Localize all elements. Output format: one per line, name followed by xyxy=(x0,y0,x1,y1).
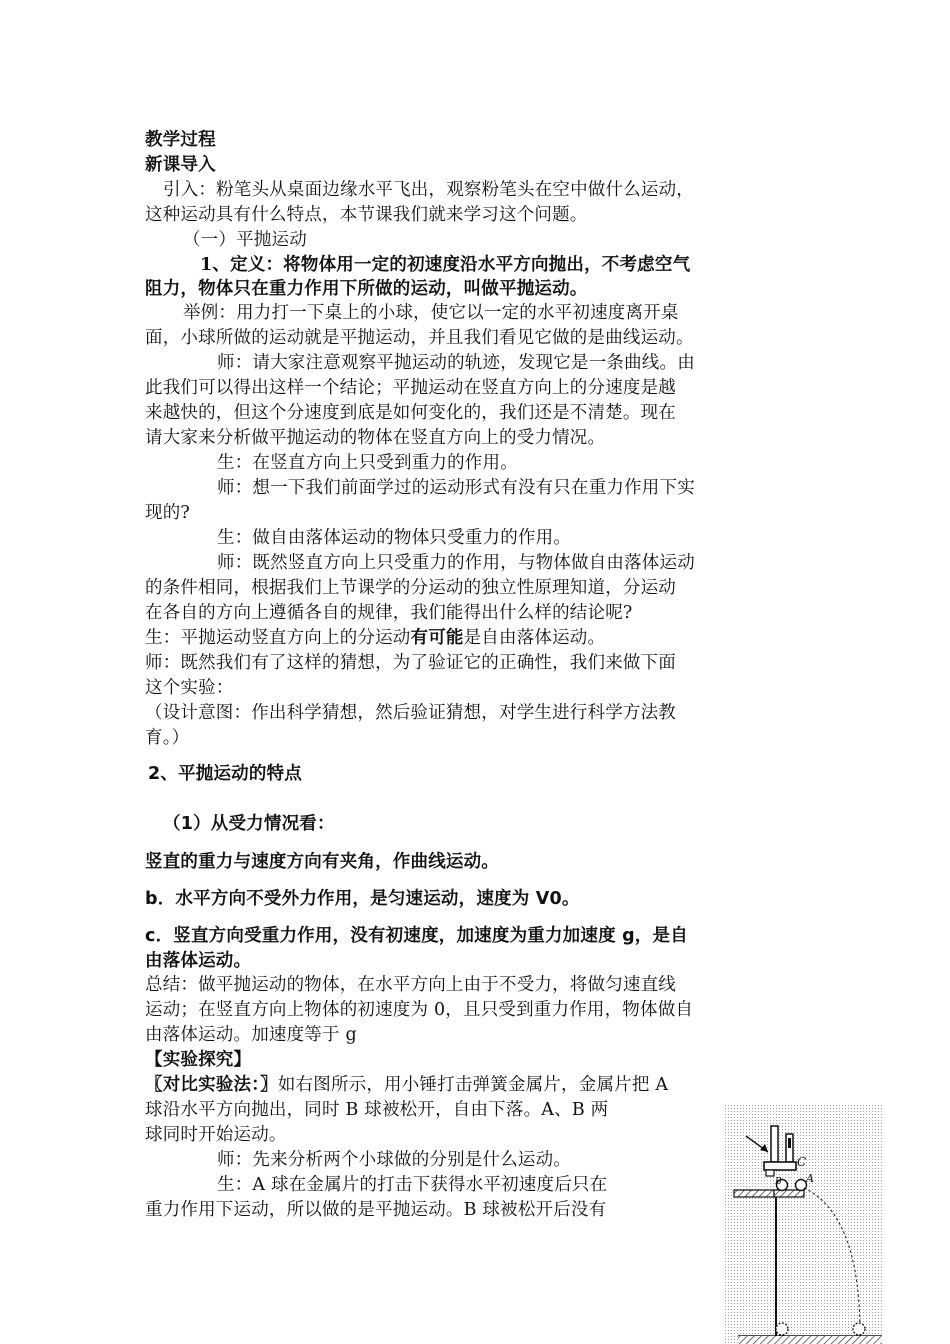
design-line-2: 育。） xyxy=(145,728,190,748)
left-support-bracket xyxy=(734,1190,774,1197)
experiment-intro xyxy=(145,1073,668,1098)
teacher-5: 师：先来分析两个小球做的分别是什么运动。 xyxy=(217,1150,571,1170)
section-1-title: （一）平抛运动 xyxy=(183,230,307,250)
summary-line-1: 总结：做平抛运动的物体，在水平方向上由于不受力，将做匀速直线 xyxy=(145,975,676,995)
teacher-1-line-2: 此我们可以得出这样一个结论；平抛运动在竖直方向上的分速度是越 xyxy=(145,378,676,398)
summary-line-3: 由落体运动。加速度等于 g xyxy=(145,1025,357,1045)
student-3-emphasis: 有可能 xyxy=(410,628,464,648)
experiment-apparatus-figure xyxy=(724,1104,882,1344)
summary-line-2: 运动；在竖直方向上物体的初速度为 0，且只受到重力作用，物体做自 xyxy=(145,1000,694,1020)
teacher-3-line-2: 的条件相同，根据我们上节课学的分运动的独立性原理知道，分运动 xyxy=(145,578,676,598)
teacher-2-line-2: 现的? xyxy=(145,503,190,523)
teacher-1-line-4: 请大家来分析做平抛运动的物体在竖直方向上的受力情况。 xyxy=(145,428,606,448)
teacher-1-line-3: 来越快的，但这个分速度到底是如何变化的，我们还是不清楚。现在 xyxy=(145,403,676,423)
subheading: 新课导入 xyxy=(145,155,216,175)
experiment-intro-text: 如右图所示，用小锤打击弹簧金属片，金属片把 A xyxy=(277,1075,669,1095)
definition-line-2: 阻力，物体只在重力作用下所做的运动，叫做平抛运动。 xyxy=(145,279,588,299)
design-line-1: （设计意图：作出科学猜想，然后验证猜想，对学生进行科学方法教 xyxy=(145,703,676,723)
experiment-method-label: 〖对比实验法：〗 xyxy=(145,1075,278,1095)
dotted-background xyxy=(724,1104,882,1344)
example-line-2: 面，小球所做的运动就是平抛运动，并且我们看见它做的是曲线运动。 xyxy=(145,328,694,348)
clamp-block xyxy=(766,1170,774,1176)
teacher-3-line-3: 在各自的方向上遵循各自的规律，我们能得出什么样的结论呢? xyxy=(145,603,633,623)
teacher-4-line-2: 这个实验： xyxy=(145,678,234,698)
example-line-1: 举例：用力打一下桌上的小球，使它以一定的水平初速度离开桌 xyxy=(183,303,679,323)
student-4-line-2: 重力作用下运动，所以做的是平抛运动。B 球被松开后没有 xyxy=(145,1200,607,1220)
student-1: 生：在竖直方向上只受到重力的作用。 xyxy=(217,453,518,473)
experiment-line-3: 球同时开始运动。 xyxy=(145,1125,287,1145)
right-support-bracket xyxy=(774,1190,804,1197)
teacher-4-line-1: 师：既然我们有了这样的猜想，为了验证它的正确性，我们来做下面 xyxy=(145,653,676,673)
experiment-heading: 【实验探究】 xyxy=(145,1050,252,1070)
section-2-title: 2、平抛运动的特点 xyxy=(148,764,302,784)
apparatus-diagram xyxy=(724,1104,882,1344)
student-4-line-1: 生：A 球在金属片的打击下获得水平初速度后只在 xyxy=(217,1175,608,1195)
point-b: b．水平方向不受外力作用，是匀速运动，速度为 V0。 xyxy=(145,889,580,909)
teacher-1-line-1: 师：请大家注意观察平抛运动的轨迹，发现它是一条曲线。由 xyxy=(217,353,695,373)
experiment-line-2: 球沿水平方向抛出，同时 B 球被松开，自由下落。A、B 两 xyxy=(145,1100,609,1120)
teacher-3-line-1: 师：既然竖直方向上只受重力的作用，与物体做自由落体运动 xyxy=(217,553,695,573)
definition-line-1: 1、定义：将物体用一定的初速度沿水平方向抛出，不考虑空气 xyxy=(200,255,691,275)
point-a: 竖直的重力与速度方向有夹角，作曲线运动。 xyxy=(145,852,499,872)
label-a: A xyxy=(806,1172,814,1185)
student-3 xyxy=(145,626,605,651)
intro-line-2: 这种运动具有什么特点，本节课我们就来学习这个问题。 xyxy=(145,205,588,225)
ball-a-landing xyxy=(853,1323,865,1335)
heading: 教学过程 xyxy=(145,130,216,150)
hammer-handle xyxy=(771,1126,778,1162)
ground-hatching xyxy=(738,1336,882,1344)
label-c: C xyxy=(797,1155,807,1169)
teacher-2-line-1: 师：想一下我们前面学过的运动形式有没有只在重力作用下实 xyxy=(217,478,695,498)
student-2: 生：做自由落体运动的物体只受重力的作用。 xyxy=(217,528,571,548)
point-c-line-2: 由落体运动。 xyxy=(145,951,252,971)
ball-b-landing xyxy=(776,1323,788,1335)
spring-plate-marker xyxy=(788,1138,791,1148)
student-3-post: 是自由落体运动。 xyxy=(463,628,606,648)
intro-line-1: 引入：粉笔头从桌面边缘水平飞出，观察粉笔头在空中做什么运动， xyxy=(163,180,694,200)
point-c-line-1: c．竖直方向受重力作用，没有初速度，加速度为重力加速度 g，是自 xyxy=(145,926,688,946)
student-3-pre: 生：平抛运动竖直方向上的分运动 xyxy=(145,628,411,648)
sub-heading-force: （1）从受力情况看： xyxy=(163,814,335,834)
upper-clamp-bar xyxy=(764,1162,796,1170)
label-b: B xyxy=(775,1177,782,1187)
